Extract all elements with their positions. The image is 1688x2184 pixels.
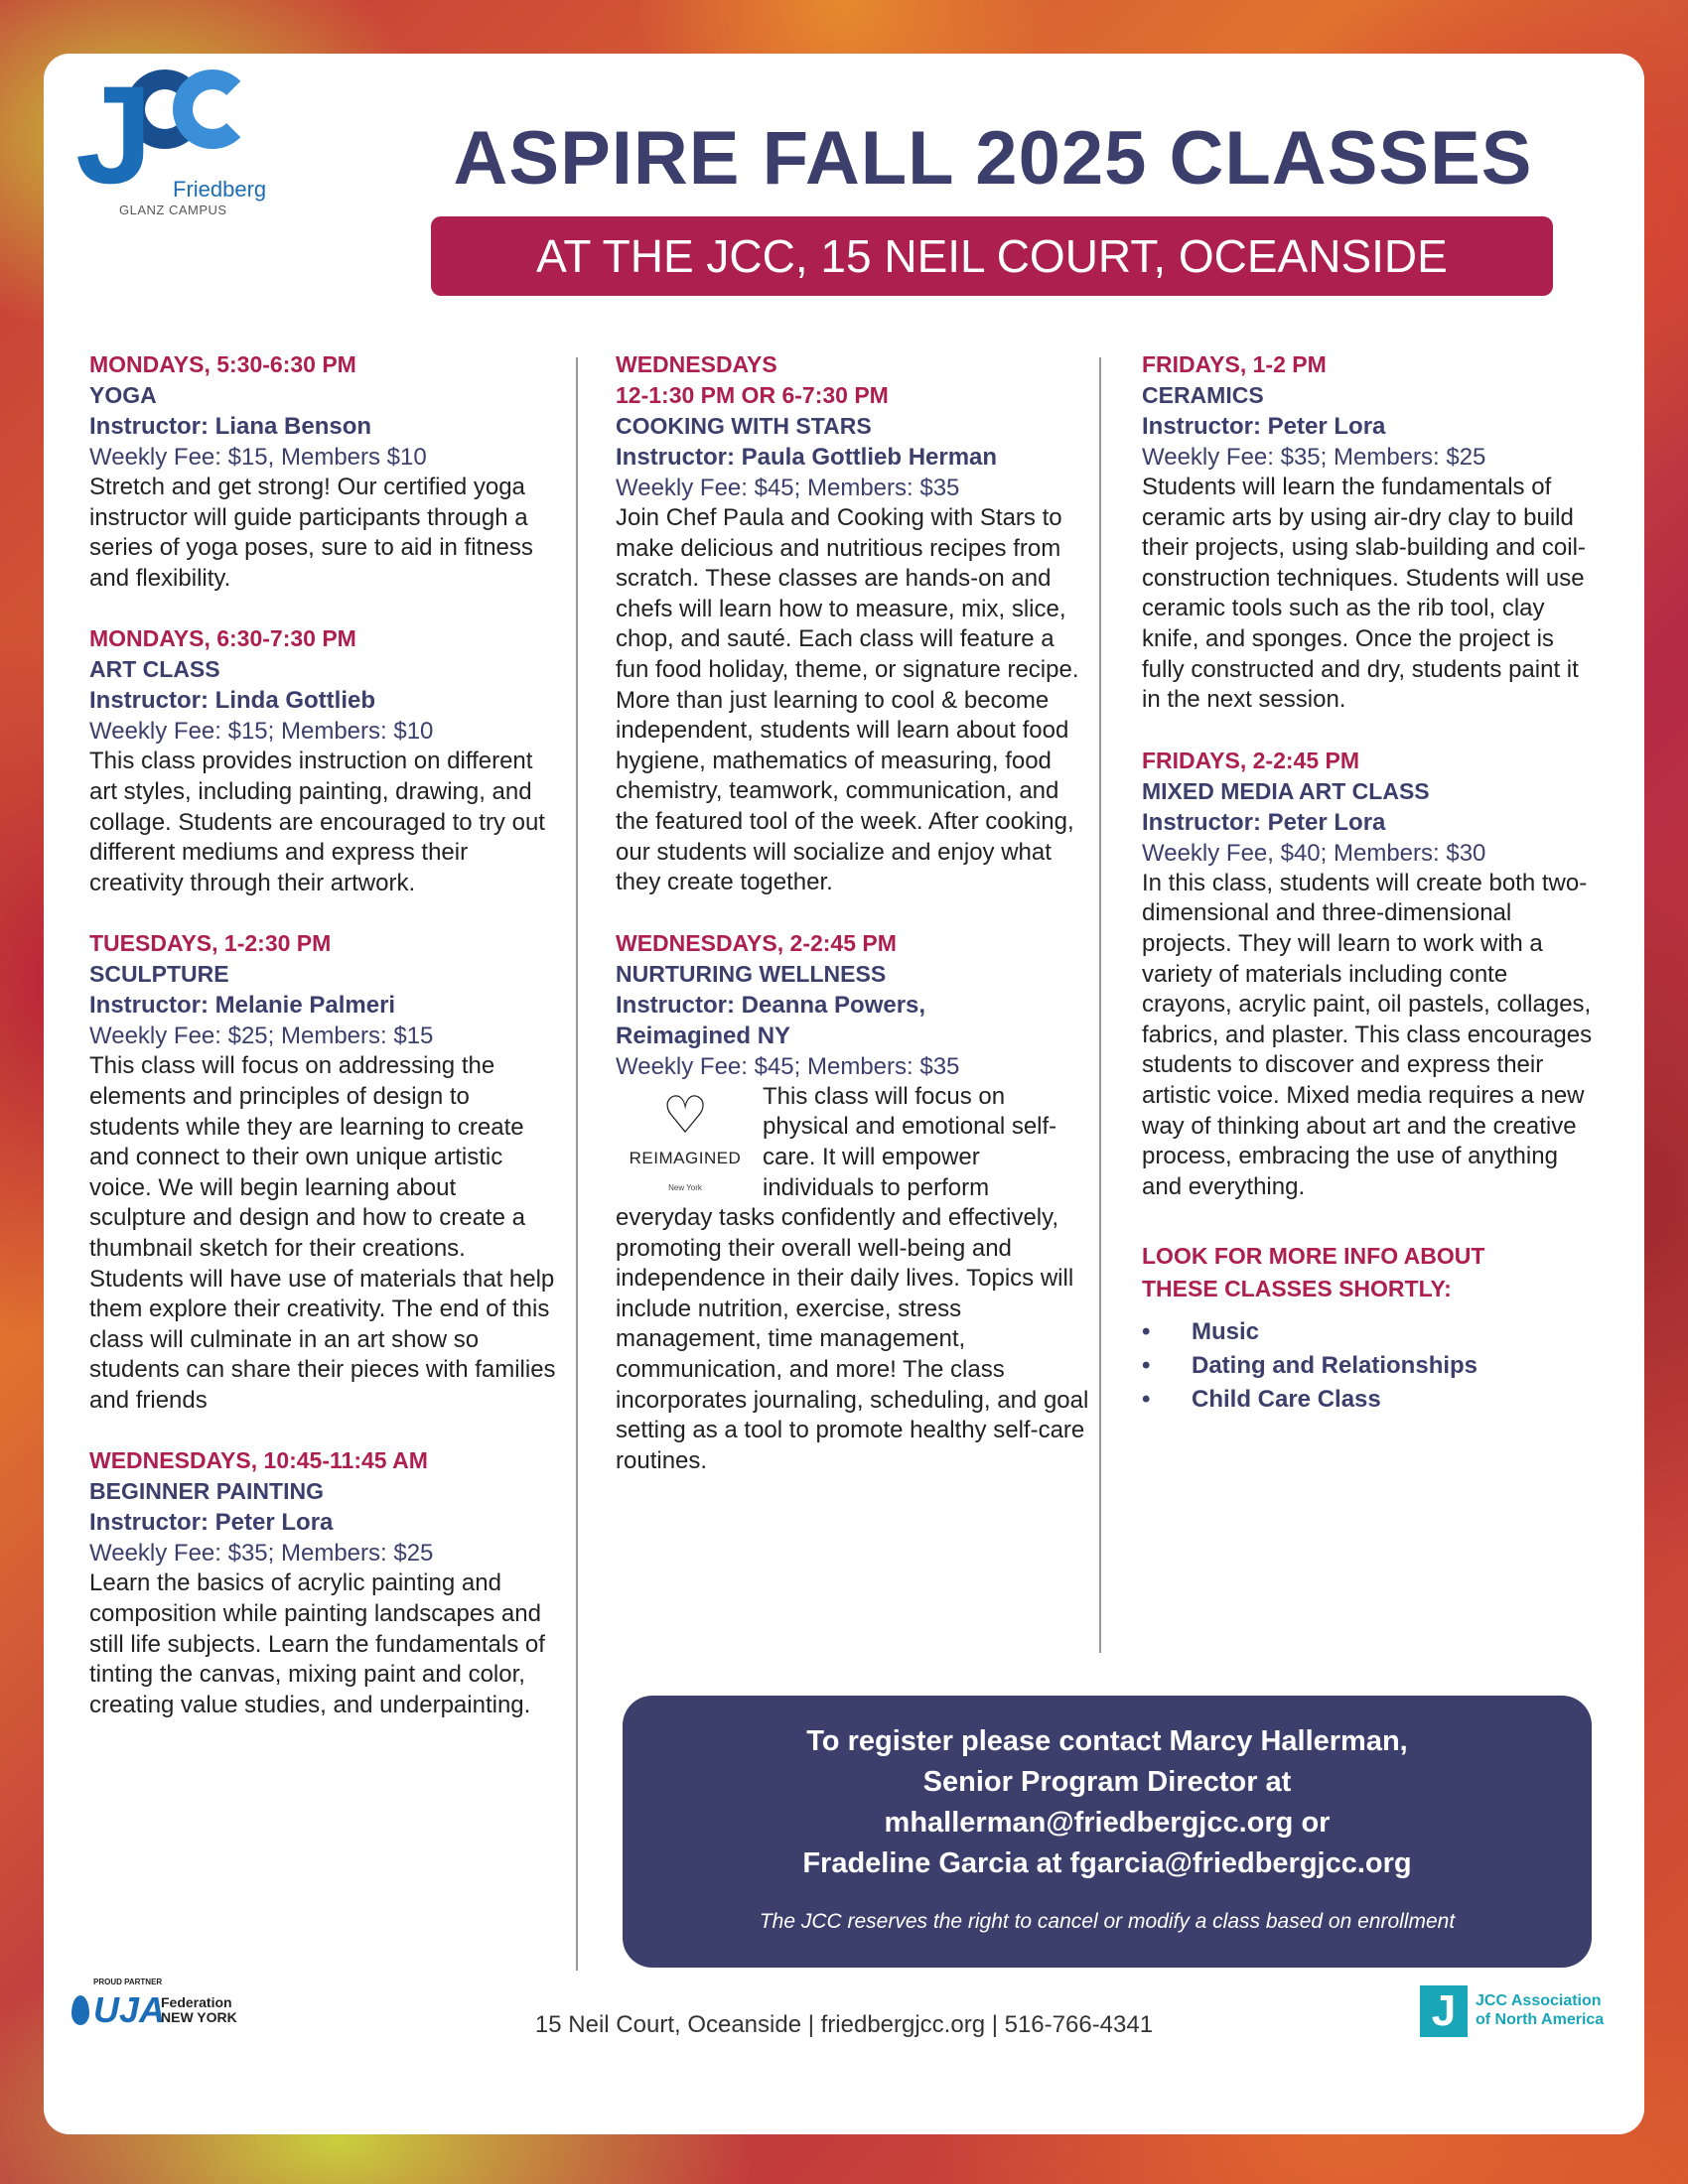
jcca-line: JCC Association xyxy=(1476,1992,1602,2009)
class-description: This class provides instruction on different art styles, including painting, drawing, and collage. Students are encouraged to try out different mediums and express their creativity through their artwork. xyxy=(89,748,545,896)
list-item-label: Dating and Relationships xyxy=(1192,1352,1478,1380)
jcc-association-logo xyxy=(1416,1976,1634,2045)
column-right xyxy=(1142,349,1599,1417)
jcca-line: of North America xyxy=(1476,2011,1605,2028)
bullet-icon: • xyxy=(1142,1318,1151,1346)
class-mixed-media xyxy=(1142,746,1599,1203)
registration-email-line[interactable]: Fradeline Garcia at fgarcia@friedbergjcc.org xyxy=(802,1847,1412,1879)
class-yoga xyxy=(89,349,556,594)
column-divider xyxy=(576,357,578,1971)
class-cooking xyxy=(616,349,1092,898)
heart-icon: ♡ xyxy=(661,1086,709,1145)
uja-partner-label: PROUD PARTNER xyxy=(93,1978,163,1986)
class-instructor: Instructor: Deanna Powers, xyxy=(616,991,926,1019)
class-name: BEGINNER PAINTING xyxy=(89,1478,324,1505)
class-description: In this class, students will create both two-dimensional and three-dimensional projects. They will learn to work with a variety of materials including conte crayons, acrylic paint, oil pastels, collages, fabrics, and plaster. This class encourages students to discover and express their artistic voice. Mixed media requires a new way of thinking about art and the creative process, embracing the use of anything and everything. xyxy=(1142,869,1593,1200)
class-beginner-painting xyxy=(89,1445,556,1720)
uja-wordmark: UJA xyxy=(93,1989,166,2030)
class-fee: Weekly Fee: $15; Members: $10 xyxy=(89,718,434,746)
class-description: Stretch and get strong! Our certified yoga instructor will guide participants through a series of yoga poses, sure to aid in fitness and flexibility. xyxy=(89,474,533,592)
class-description: Join Chef Paula and Cooking with Stars to make delicious and nutritious recipes from scratch. These classes are hands-on and chefs will learn how to measure, mix, slice, chop, and sauté. Each class will feature a fun food holiday, theme, or signature recipe. More than just learning to cool & become independent, students will learn about food hygiene, mathematics of measuring, food chemistry, teamwork, communication, and the featured tool of the week. After cooking, our students will socialize and enjoy what they create together. xyxy=(616,504,1079,896)
class-instructor: Instructor: Melanie Palmeri xyxy=(89,992,396,1020)
logo-word: Friedberg xyxy=(173,177,267,202)
class-fee: Weekly Fee: $45; Members: $35 xyxy=(616,1052,960,1080)
location-banner: AT THE JCC, 15 NEIL COURT, OCEANSIDE xyxy=(431,216,1553,296)
class-fee: Weekly Fee, $40; Members: $30 xyxy=(1142,839,1486,867)
class-fee: Weekly Fee: $35; Members: $25 xyxy=(1142,444,1486,471)
logo-sub: GLANZ CAMPUS xyxy=(119,203,227,217)
class-instructor: Instructor: Paula Gottlieb Herman xyxy=(616,444,998,471)
bullet-icon: • xyxy=(1142,1386,1151,1414)
footer-contact: 15 Neil Court, Oceanside | friedbergjcc.org | 516-766-4341 xyxy=(534,2011,1154,2038)
class-day: TUESDAYS, 1-2:30 PM xyxy=(89,930,332,957)
class-instructor: Instructor: Peter Lora xyxy=(1142,413,1386,440)
jcc-logo xyxy=(62,57,267,228)
class-time: 12-1:30 PM OR 6-7:30 PM xyxy=(616,382,889,408)
class-sculpture xyxy=(89,928,556,1416)
jcca-j-icon: J xyxy=(1420,1985,1468,2037)
class-instructor: Instructor: Peter Lora xyxy=(1142,808,1386,836)
uja-fed-line: NEW YORK xyxy=(161,2009,237,2025)
class-description xyxy=(616,1082,1092,1477)
class-instructor-org: Reimagined NY xyxy=(616,1022,791,1049)
class-day: WEDNESDAYS, 10:45-11:45 AM xyxy=(89,1447,428,1474)
upcoming-classes-list xyxy=(1142,1315,1599,1417)
registration-line: Senior Program Director at xyxy=(922,1766,1292,1798)
more-info-title xyxy=(1142,1240,1599,1305)
logo-c-shape xyxy=(173,69,252,149)
class-fee: Weekly Fee: $35; Members: $25 xyxy=(89,1540,434,1568)
class-name: MIXED MEDIA ART CLASS xyxy=(1142,777,1430,804)
class-name: CERAMICS xyxy=(1142,382,1264,408)
class-instructor: Instructor: Liana Benson xyxy=(89,413,372,440)
more-info-title-line: THESE CLASSES SHORTLY: xyxy=(1142,1276,1452,1302)
column-left xyxy=(89,349,556,1750)
class-description: This class will focus on addressing the elements and principles of design to students while they are learning to create and connect to their own unique artistic voice. We will begin learning about sculpture and design and how to create a thumbnail sketch for their creations. Students will have use of materials that help them explore their creativity. The end of this class will culminate in an art show so students can share their pieces with families and friends xyxy=(89,1052,556,1414)
list-item-label: Music xyxy=(1192,1318,1260,1346)
class-fee: Weekly Fee: $15, Members $10 xyxy=(89,444,427,471)
class-day: MONDAYS, 6:30-7:30 PM xyxy=(89,625,356,652)
reimagined-logo xyxy=(616,1086,755,1193)
list-item xyxy=(1142,1315,1599,1349)
class-name: COOKING WITH STARS xyxy=(616,413,872,439)
wellness-description-text: This class will focus on physical and emotional self-care. It will empower individuals to perform everyday tasks confidently and effectively, promoting their overall well-being and independence in their daily lives. Topics will include nutrition, exercise, stress management, time management, communication, and more! The class incorporates journaling, scheduling, and goal setting as a tool to promote healthy self-care routines. xyxy=(616,1082,1089,1474)
registration-text xyxy=(623,1721,1592,1884)
class-day: FRIDAYS, 1-2 PM xyxy=(1142,351,1327,377)
reimagined-logo-sub: New York xyxy=(668,1183,702,1193)
bullet-icon: • xyxy=(1142,1352,1151,1380)
registration-email-line[interactable]: mhallerman@friedbergjcc.org or xyxy=(884,1807,1331,1839)
class-day: FRIDAYS, 2-2:45 PM xyxy=(1142,747,1359,773)
class-day: WEDNESDAYS, 2-2:45 PM xyxy=(616,929,897,956)
column-middle xyxy=(616,349,1092,1506)
list-item-label: Child Care Class xyxy=(1192,1386,1381,1414)
class-day: WEDNESDAYS xyxy=(616,351,777,377)
uja-fed-line: Federation xyxy=(161,1994,232,2010)
class-instructor: Instructor: Peter Lora xyxy=(89,1509,334,1537)
class-name: SCULPTURE xyxy=(89,961,229,988)
reimagined-logo-text: REIMAGINED xyxy=(629,1148,742,1167)
more-info-title-line: LOOK FOR MORE INFO ABOUT xyxy=(1142,1243,1485,1270)
jcca-text xyxy=(1476,1991,1604,2029)
class-name: ART CLASS xyxy=(89,656,220,683)
registration-line: To register please contact Marcy Hallerman, xyxy=(806,1725,1408,1757)
class-fee: Weekly Fee: $45; Members: $35 xyxy=(616,475,960,501)
class-art xyxy=(89,623,556,898)
column-divider xyxy=(1099,357,1101,1653)
page-title: ASPIRE FALL 2025 CLASSES xyxy=(453,116,1533,201)
list-item xyxy=(1142,1349,1599,1383)
logo-j-letter: J xyxy=(75,57,153,212)
registration-box xyxy=(623,1696,1592,1968)
class-day: MONDAYS, 5:30-6:30 PM xyxy=(89,351,356,377)
class-description: Learn the basics of acrylic painting and composition while painting landscapes and still life subjects. Learn the fundamentals of tinting the canvas, mixing paint and color, creating value studies, and underpainting. xyxy=(89,1570,545,1718)
class-fee: Weekly Fee: $25; Members: $15 xyxy=(89,1023,434,1050)
class-description: Students will learn the fundamentals of ceramic arts by using air-dry clay to build their projects, using slab-building and coil-construction techniques. Students will use ceramic tools such as the rib tool, clay knife, and sponges. Once the project is fully constructed and dry, students paint it in the next session. xyxy=(1142,474,1586,714)
cancellation-note: The JCC reserves the right to cancel or modify a class based on enrollment xyxy=(759,1910,1456,1933)
class-ceramics xyxy=(1142,349,1599,716)
list-item xyxy=(1142,1383,1599,1417)
class-name: YOGA xyxy=(89,382,157,408)
class-name: NURTURING WELLNESS xyxy=(616,960,887,987)
class-wellness xyxy=(616,928,1092,1477)
class-instructor: Instructor: Linda Gottlieb xyxy=(89,687,375,715)
